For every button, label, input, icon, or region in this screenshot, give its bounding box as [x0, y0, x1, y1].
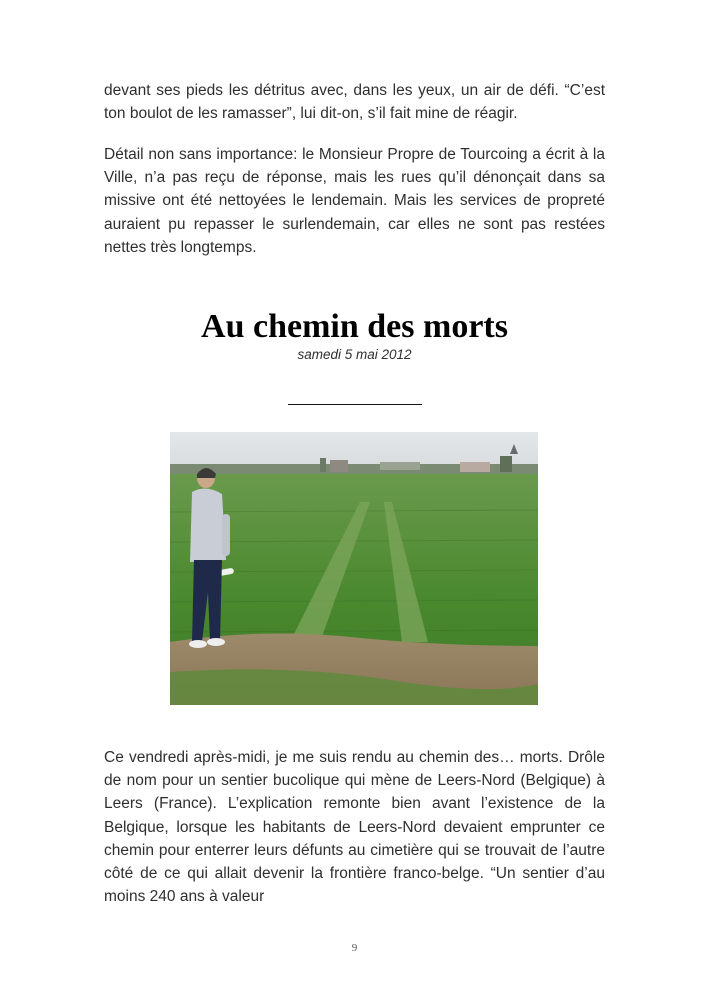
title-divider [288, 404, 422, 405]
paragraph-detail: Détail non sans importance: le Monsieur Propre de Tourcoing a écrit à la Ville, n’a pas reçu de réponse, mais les rues qu’il dénonçait dans sa missive ont été nettoyées le lendemain. Mais les services de propreté auraient pu repasser le surlendemain, car elles ne sont pas restées nettes très longtemps. [104, 146, 605, 256]
paragraph-top: devant ses pieds les détritus avec, dans les yeux, un air de défi. “C’est ton boulot de les ramasser”, lui dit-on, s’il fait mine de réagir. [104, 82, 605, 123]
article-date: samedi 5 mai 2012 [297, 347, 412, 362]
field-photo-illustration [170, 432, 538, 705]
article-title: Au chemin des morts [201, 308, 508, 345]
paragraph-intro: Ce vendredi après-midi, je me suis rendu au chemin des… morts. Drôle de nom pour un sentier bucolique qui mène de Leers-Nord (Belgique) à Leers (France). L’explication remonte bien avant l’existence de la Belgique, lorsque les habitants de Leers-Nord devaient emprunter ce chemin pour enterrer leurs défunts au cimetière qui se trouvait de l’autre côté de ce qui allait devenir la frontière franco-belge. “Un sentier d’au moins 240 ans à valeur [104, 749, 605, 906]
page-number: 9 [351, 942, 358, 954]
article-photo [170, 432, 538, 705]
